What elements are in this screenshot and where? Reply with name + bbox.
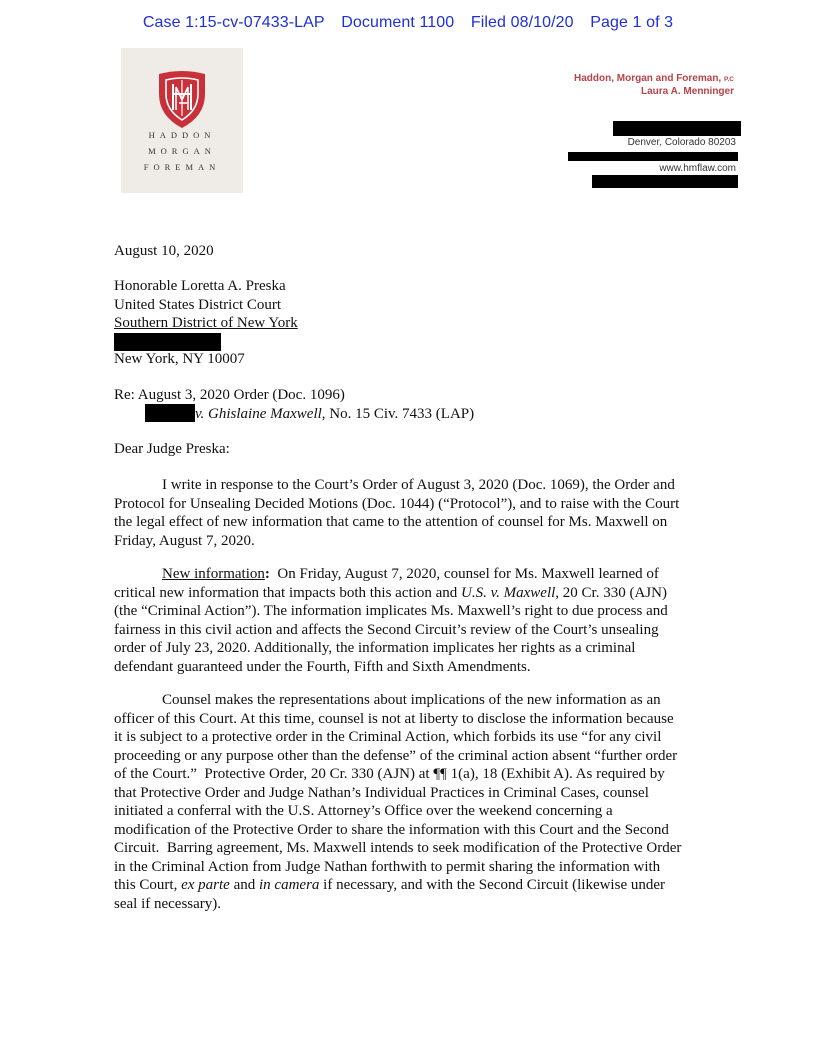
p2-line [114,565,720,584]
p1-line: Friday, August 7, 2020. [114,532,255,549]
logo-line-foreman: FOREMAN [143,162,221,172]
p1-line: Protocol for Unsealing Decided Motions (Doc. 1044) (“Protocol”), and to raise with the Court [114,495,680,512]
p3-in-camera: in camera [259,877,320,893]
attorney-name: Laura A. Menninger [641,86,734,97]
filed-date: Filed 08/10/20 [470,14,574,31]
p3-line: seal if necessary). [114,895,222,912]
shield-emblem-icon [157,70,207,130]
logo-line-morgan: MORGAN [148,146,216,156]
page-number: Page 1 of 3 [590,14,674,31]
p3-line: officer of this Court. At this time, counsel is not at liberty to disclose the information because [114,710,674,727]
recipient-name: Honorable Loretta A. Preska [114,278,286,294]
p3-ex-parte: ex parte [181,877,230,893]
logo-line-haddon: HADDON [148,130,216,140]
re-case-number: , No. 15 Civ. 7433 (LAP) [321,406,475,422]
paragraph-2 [114,565,720,676]
case-header [0,14,816,32]
p2-line: order of July 23, 2020. Additionally, the information implicates her rights as a criminal [114,640,636,656]
firm-name [574,73,734,84]
firm-name-suffix: P.C [724,76,734,83]
redaction-address-street [613,121,741,136]
p3-line: that Protective Order and Judge Nathan’s Individual Practices in Criminal Cases, counsel [114,784,649,801]
p3-line: initiated a conferral with the U.S. Attorney’s Office over the weekend concerning a [114,803,613,819]
p3-line: in the Criminal Action from Judge Nathan forthwith to permit sharing the information with [114,858,661,875]
redaction-plaintiff-name [145,404,195,422]
redaction-recipient-street [114,333,221,351]
recipient-city: New York, NY 10007 [114,351,245,367]
p3-last-a: this Court, [114,877,182,893]
paragraph-1 [114,476,720,550]
p3-line [114,876,720,895]
p1-line: the legal effect of new information that came to the attention of counsel for Ms. Maxwell on [114,514,668,530]
recipient-block [114,277,720,333]
recipient-court: United States District Court [114,296,282,313]
p2-line2-b: 20 Cr. 330 (AJN) [559,584,667,601]
p3-last-c: if necessary, and with the Second Circuit (likewise under [319,877,665,893]
p1-line: I write in response to the Court’s Order of August 3, 2020 (Doc. 1069), the Order and [162,477,675,493]
re-case [195,405,715,424]
p2-colon: : [264,566,270,582]
recipient-district: Southern District of New York [114,315,298,331]
paragraph-3 [114,691,720,913]
firm-website: www.hmflaw.com [659,163,736,174]
p2-line: (the “Criminal Action”). The information implicates Ms. Maxwell’s right to due process and [114,603,668,619]
document-number: Document 1100 [341,14,455,31]
firm-name-text: Haddon, Morgan and Foreman, [573,73,722,84]
p3-line: of the Court.” Protective Order, 20 Cr. 330 (AJN) at ¶¶ 1(a), 18 (Exhibit A). As required by [114,766,665,782]
p2-line: fairness in this civil action and affects the Second Circuit’s review of the Court’s unsealing [114,621,659,638]
p2-heading: New information [162,566,265,582]
p2-line: defendant guaranteed under the Fourth, Fifth and Sixth Amendments. [114,658,531,675]
re-case-caption: v. Ghislaine Maxwell [195,406,322,422]
salutation: Dear Judge Preska: [114,441,230,457]
firm-logo [121,48,243,193]
p3-line: it is subject to a protective order in the Criminal Action, which forbids its use “for any civil [114,729,662,745]
redaction-address-phone [568,152,738,161]
redaction-address-email [592,175,738,188]
p3-last-b: and [229,877,259,893]
p3-line: proceeding or any purpose other than the defense” of the criminal action absent “further order [114,747,678,764]
re-line [114,386,720,405]
letter-date: August 10, 2020 [114,243,214,259]
p2-line [114,584,720,603]
re-label: Re: [114,387,135,403]
case-number: Case 1:15-cv-07433-LAP [142,14,325,31]
p2-line2-a: critical new information that impacts both this action and [114,584,461,601]
p2-line2-italic: U.S. v. Maxwell, [461,584,560,601]
p3-line: Counsel makes the representations about implications of the new information as an [162,692,661,708]
address-city: Denver, Colorado 80203 [627,137,736,148]
p3-line: modification of the Protective Order to share the information with this Court and the Second [114,821,669,838]
p2-line1-rest: On Friday, August 7, 2020, counsel for Ms. Maxwell learned of [269,566,659,582]
p3-line: Circuit. Barring agreement, Ms. Maxwell intends to seek modification of the Protective Order [114,840,682,856]
re-order: August 3, 2020 Order (Doc. 1096) [137,387,345,403]
